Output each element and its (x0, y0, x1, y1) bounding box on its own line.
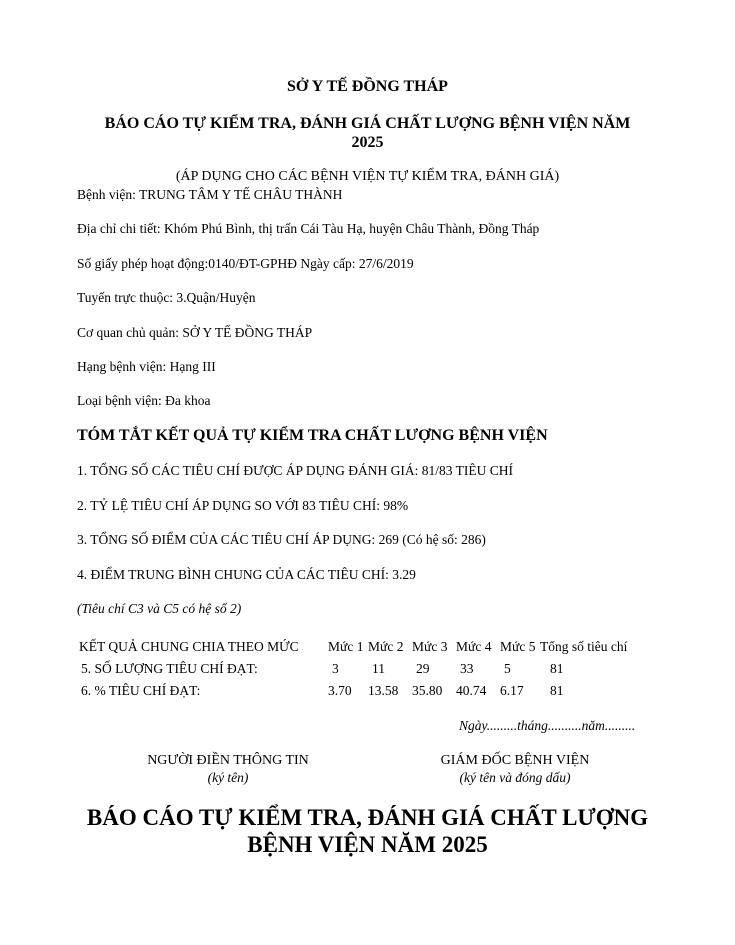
hospital-level: Tuyến trực thuộc: 3.Quận/Huyện (77, 290, 256, 305)
summary-item-3: 3. TỔNG SỐ ĐIỂM CỦA CÁC TIÊU CHÍ ÁP DỤNG: 269 (Có hệ số: 286) (77, 532, 486, 547)
table-cell: 6.17 (500, 683, 524, 698)
report-title-line2: 2025 (351, 134, 384, 151)
summary-item-4: 4. ĐIỂM TRUNG BÌNH CHUNG CỦA CÁC TIÊU CHÍ: 3.29 (77, 567, 416, 582)
table-cell: 11 (372, 661, 385, 676)
report-subtitle: (ÁP DỤNG CHO CÁC BỆNH VIỆN TỰ KIỂM TRA, ĐÁNH GIÁ) (175, 169, 560, 184)
table-cell: 81 (550, 683, 564, 698)
row-label: 5. SỐ LƯỢNG TIÊU CHÍ ĐẠT: (81, 661, 258, 676)
table-cell: 35.80 (412, 683, 443, 698)
operating-license: Số giấy phép hoạt động:0140/ĐT-GPHĐ Ngày cấp: 27/6/2019 (77, 256, 414, 271)
table-row (77, 658, 629, 680)
table-cell: 3.70 (328, 683, 352, 698)
header-cell: Mức 1 (328, 639, 364, 654)
hospital-name: Bệnh viện: TRUNG TÂM Y TẾ CHÂU THÀNH (77, 187, 343, 202)
reporter-title: NGƯỜI ĐIỀN THÔNG TIN (147, 753, 309, 768)
coefficient-note: (Tiêu chí C3 và C5 có hệ số 2) (77, 601, 242, 616)
summary-item-2: 2. TỶ LỆ TIÊU CHÍ ÁP DỤNG SO VỚI 83 TIÊU CHÍ: 98% (77, 498, 409, 513)
hospital-address: Địa chỉ chi tiết: Khóm Phú Bình, thị trấn Cái Tàu Hạ, huyện Châu Thành, Đồng Tháp (77, 221, 540, 236)
table-cell: 29 (416, 661, 430, 676)
header-cell: Mức 3 (412, 639, 448, 654)
results-table (77, 636, 629, 702)
table-cell: 13.58 (368, 683, 399, 698)
hospital-rank: Hạng bệnh viện: Hạng III (77, 359, 216, 374)
footer-title-line2: BỆNH VIỆN NĂM 2025 (247, 832, 488, 857)
summary-item-1: 1. TỔNG SỐ CÁC TIÊU CHÍ ĐƯỢC ÁP DỤNG ĐÁNH GIÁ: 81/83 TIÊU CHÍ (77, 463, 513, 478)
footer-title-line1: BÁO CÁO TỰ KIỂM TRA, ĐÁNH GIÁ CHẤT LƯỢNG (86, 805, 649, 830)
managing-agency: Cơ quan chủ quản: SỞ Y TẾ ĐỒNG THÁP (77, 325, 313, 340)
table-cell: 5 (504, 661, 511, 676)
table-row (77, 680, 629, 702)
report-title-line1: BÁO CÁO TỰ KIỂM TRA, ĐÁNH GIÁ CHẤT LƯỢNG BỆNH VIỆN NĂM (104, 115, 631, 132)
header-cell: Tổng số tiêu chí (540, 639, 628, 654)
director-title: GIÁM ĐỐC BỆNH VIỆN (440, 753, 590, 768)
header-cell: Mức 2 (368, 639, 404, 654)
row-label: 6. % TIÊU CHÍ ĐẠT: (81, 683, 201, 698)
header-cell: Mức 5 (500, 639, 536, 654)
table-cell: 3 (332, 661, 339, 676)
table-cell: 33 (460, 661, 474, 676)
header-cell: Mức 4 (456, 639, 492, 654)
table-cell: 40.74 (456, 683, 487, 698)
table-cell: 81 (550, 661, 564, 676)
header-cell: KẾT QUẢ CHUNG CHIA THEO MỨC (79, 639, 299, 654)
director-signature-note: (ký tên và đóng dấu) (459, 770, 571, 785)
department-title: SỞ Y TẾ ĐỒNG THÁP (287, 78, 448, 95)
results-table-header (77, 636, 629, 658)
summary-heading: TÓM TẮT KẾT QUẢ TỰ KIỂM TRA CHẤT LƯỢNG BỆNH VIỆN (77, 427, 548, 444)
reporter-signature-note: (ký tên) (207, 770, 249, 785)
date-line: Ngày.........tháng..........năm......... (459, 718, 636, 733)
hospital-type: Loại bệnh viện: Đa khoa (77, 393, 211, 408)
